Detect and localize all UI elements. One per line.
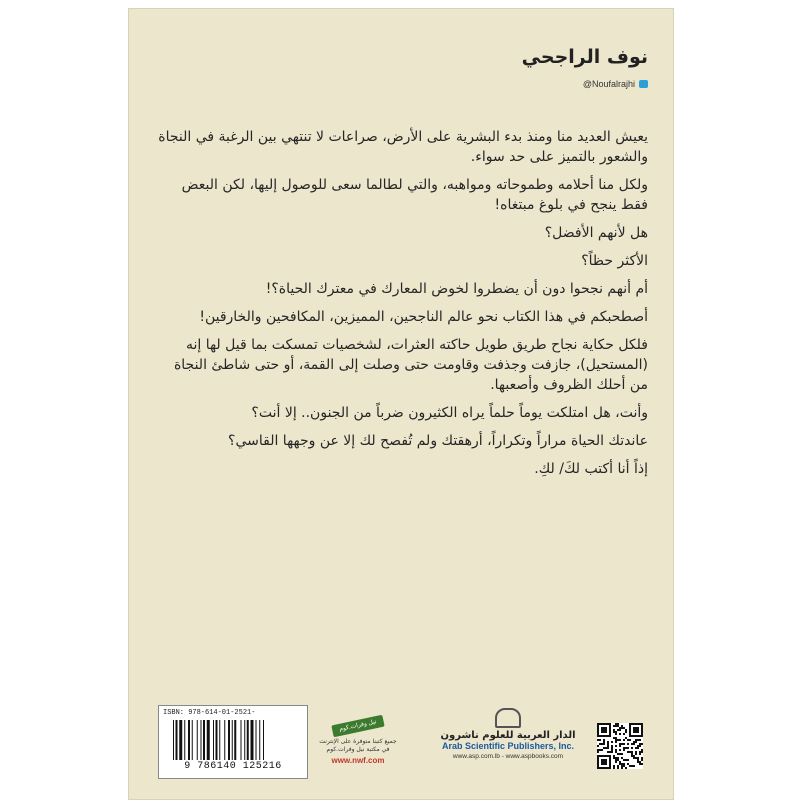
distributor-url: www.nwf.com <box>331 756 385 765</box>
twitter-handle: @Noufalrajhi <box>582 79 635 89</box>
blurb-paragraph: هل لأنهم الأفضل؟ <box>544 225 648 241</box>
publisher-logo-icon <box>495 708 521 728</box>
isbn-digits: 9 786140 125216 <box>184 761 282 772</box>
publisher-name-ar: الدار العربية للعلوم ناشرون <box>440 730 576 741</box>
twitter-bird-icon <box>639 80 648 88</box>
blurb-paragraph: الأكثر حظاً؟ <box>581 253 648 269</box>
publisher-block <box>433 708 583 760</box>
blurb-paragraph: يعيش العديد منا ومنذ بدء البشرية على الأرض، صراعات لا تنتهي بين الرغبة في النجاة والشعور بالتميز على حد سواء. <box>158 129 648 165</box>
blurb-paragraph: أم أنهم نجحوا دون أن يضطروا لخوض المعارك في معترك الحياة؟! <box>265 281 648 297</box>
back-cover <box>128 8 674 800</box>
author-name: نوف الراجحي <box>521 46 648 68</box>
blurb-paragraph: فلكل حكاية نجاح طريق طويل حاكته العثرات، لشخصيات تمسكت بما قيل لها إنه (المستحيل)، جازفت وجذفت وقاومت حتى وصلت إلى القمة، أو حتى شاطئ النجاة من أحلك الظروف وأصعبها. <box>173 337 648 393</box>
publisher-name-en: Arab Scientific Publishers, Inc. <box>441 741 575 751</box>
twitter-handle-row <box>583 79 648 89</box>
blurb-paragraph: أصطحبكم في هذا الكتاب نحو عالم الناجحين، المميزين، المكافحين والخارقين! <box>199 309 648 325</box>
blurb-paragraph: إذاً أنا أكتب لكَ/ لكِ. <box>534 461 648 477</box>
barcode <box>173 720 299 760</box>
blurb-paragraph: ولكل منا أحلامه وطموحاته ومواهبه، والتي لطالما سعى للوصول إليها، لكن البعض فقط ينجح في بلوغ مبتغاه! <box>181 177 648 213</box>
blurb-text <box>158 127 648 487</box>
publisher-urls: www.asp.com.lb - www.aspbooks.com <box>452 753 564 760</box>
distributor-logo: نيل وفرات.كوم <box>331 715 384 738</box>
blurb-paragraph: وأنت، هل امتلكت يوماً حلماً يراه الكثيرون ضرباً من الجنون.. إلا أنت؟ <box>251 405 648 421</box>
distributor-block <box>318 720 398 765</box>
blurb-paragraph: عاندتك الحياة مراراً وتكراراً، أرهقتك ولم تُفصح لك إلا عن وجهها القاسي؟ <box>228 433 648 449</box>
distributor-text: جميع كتبنا متوفرة على الإنترنت في مكتبة نيل وفرات.كوم <box>319 738 397 753</box>
isbn-barcode <box>158 705 308 779</box>
isbn-label: ISBN: 978-614-01-2521- <box>163 709 256 717</box>
qr-code <box>597 723 643 769</box>
